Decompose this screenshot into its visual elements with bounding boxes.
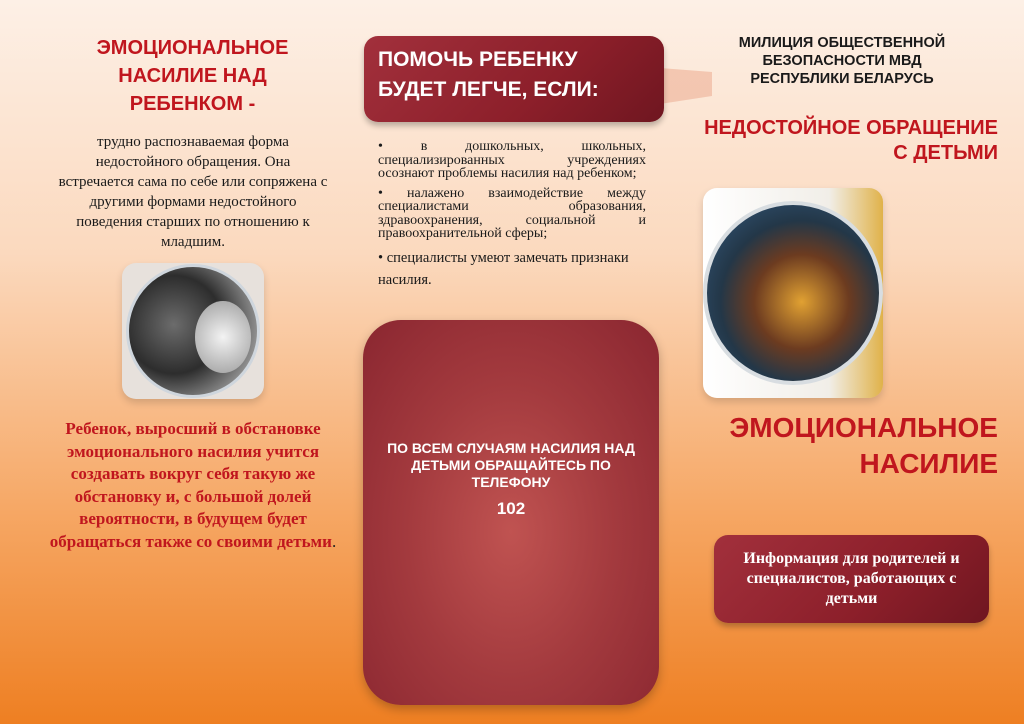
hotline-phone: 102 [496,499,526,518]
left-title: ЭМОЦИОНАЛЬНОЕ НАСИЛИЕ НАД РЕБЕНКОМ - [96,37,289,115]
left-quote [48,418,338,553]
help-conditions-list [378,140,646,297]
main-title: ЭМОЦИОНАЛЬНОЕ НАСИЛИЕ [729,412,998,479]
left-description: трудно распознаваемая форма недостойного обращения. Она встречается сама по себе или сопряжена с другими формами недостойного поведения старших по отношению к младшим. [58,134,328,250]
organization-name: МИЛИЦИЯ ОБЩЕСТВЕННОЙ БЕЗОПАСНОСТИ МВД РЕСПУБЛИКИ БЕЛАРУСЬ [738,35,946,87]
hotline-panel [363,320,659,705]
baby-photo [122,263,264,399]
right-title: НЕДОСТОЙНОЕ ОБРАЩЕНИЕ С ДЕТЬМИ [704,117,998,164]
audience-box: Информация для родителей и специалистов, работающих с детьми [714,535,989,623]
list-item: • в дошкольных, школьных, специализированных учреждениях осознают проблемы насилия над ребенком; [378,139,646,181]
left-quote-end: . [331,531,337,551]
child-photo [703,188,883,398]
list-item: • специалисты умеют замечать признаки насилия. [378,249,629,288]
help-header: ПОМОЧЬ РЕБЕНКУ БУДЕТ ЛЕГЧЕ, ЕСЛИ: [364,36,664,122]
list-item-text: в дошкольных, школьных, специализированных учреждениях осознают проблемы насилия над ребенком; [378,139,646,181]
baby-photo-circle [126,264,260,398]
list-item: • налажено взаимодействие между специалистами образования, здравоохранения, социальной и правоохранительной сферы; [378,185,647,241]
list-item-text: специалисты умеют замечать признаки насилия. [378,249,629,288]
list-item-text: налажено взаимодействие между специалистами образования, здравоохранения, социальной и правоохранительной сферы; [378,185,647,241]
left-quote-text: Ребенок, выросший в обстановке эмоционального насилия учится создавать вокруг себя такую же обстановку и, с большой долей вероятности, в будущем будет обращаться также со своими детьми [49,419,332,551]
hotline-text: ПО ВСЕМ СЛУЧАЯМ НАСИЛИЯ НАД ДЕТЬМИ ОБРАЩАЙТЕСЬ ПО ТЕЛЕФОНУ [387,440,635,490]
child-photo-circle [703,201,883,385]
